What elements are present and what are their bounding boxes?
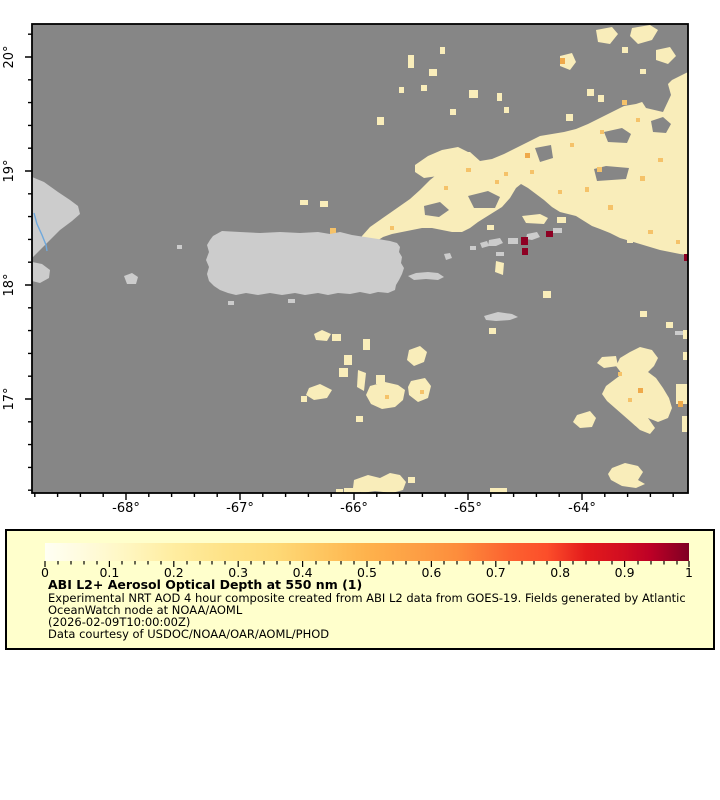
legend-subtitle-line2: OceanWatch node at NOAA/AOML [48,603,243,617]
colorbar-tick-label: 0.3 [228,565,249,580]
land-desecheo [177,245,182,249]
y-tick-label: 19° [2,159,17,183]
legend-box [6,530,714,649]
legend-timestamp: (2026-02-09T10:00:00Z) [48,615,191,629]
colorbar-tick-label: 0.5 [357,565,377,580]
map-plot [32,24,688,493]
legend-subtitle-line1: Experimental NRT AOD 4 hour composite created from ABI L2 data from GOES-19. Fields generated by Atlantic [48,591,686,605]
legend-title: ABI L2+ Aerosol Optical Depth at 550 nm (1) [48,577,363,592]
colorbar-tick-label: 0.1 [99,565,120,580]
colorbar-tick-label: 0.2 [163,565,184,580]
x-tick-label: -66° [340,501,368,516]
land-anegada [553,228,562,233]
colorbar-tick-label: 0.6 [421,565,442,580]
colorbar-tick-label: 0.4 [292,565,313,580]
colorbar-tick-label: 0.7 [485,565,506,580]
colorbar-tick-label: 0.8 [550,565,571,580]
colorbar-tick-label: 1 [685,565,693,580]
x-tick-label: -64° [568,501,596,516]
land-islet [675,331,683,335]
land-tortola [508,238,518,244]
y-minor-ticks [28,34,32,490]
land-puerto-rico [206,231,404,295]
x-tick-label: -68° [112,501,140,516]
x-tick-label: -67° [226,501,254,516]
colorbar-tick-label: 0 [41,565,49,580]
y-major-ticks [25,57,32,399]
y-tick-label: 18° [2,273,17,297]
x-tick-label: -65° [454,501,482,516]
legend-courtesy: Data courtesy of USDOC/NOAA/OAR/AOML/PHOD [48,627,330,641]
colorbar [45,543,689,561]
y-tick-label: 20° [2,45,17,69]
colorbar-tick-label: 0.9 [614,565,635,580]
y-tick-label: 17° [2,387,17,411]
